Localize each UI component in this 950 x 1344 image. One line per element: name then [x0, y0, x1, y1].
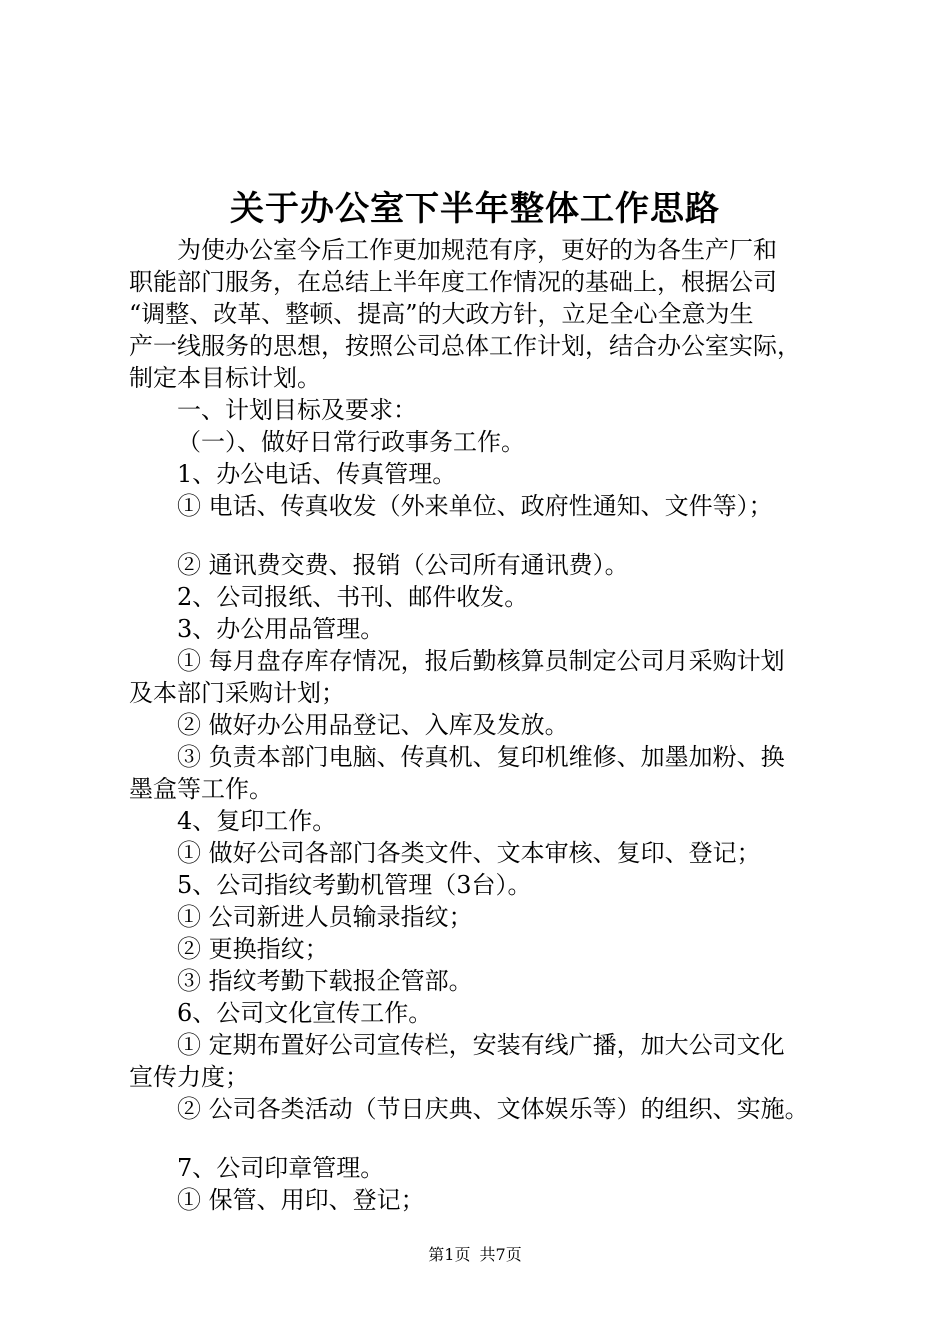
- document-body: [129, 234, 849, 1216]
- section-heading: 一、计划目标及要求：: [177, 396, 417, 424]
- intro-line-2: 职能部门服务，在总结上半年度工作情况的基础上，根据公司: [129, 268, 777, 296]
- list-subitem-3b: ② 做好办公用品登记、入库及发放。: [177, 711, 569, 739]
- intro-line-1: 为使办公室今后工作更加规范有序，更好的为各生产厂和: [177, 236, 777, 264]
- subsection-heading: （一）、做好日常行政事务工作。: [177, 428, 525, 456]
- list-item-3: 3、办公用品管理。: [177, 615, 385, 643]
- intro-line-3: “调整、改革、整顿、提高”的大政方针，立足全心全意为生: [129, 300, 754, 328]
- page-number: 第1页: [428, 1245, 471, 1264]
- list-subitem-6a-cont: 宣传力度；: [129, 1063, 249, 1091]
- list-item-1: 1、办公电话、传真管理。: [177, 460, 457, 488]
- list-subitem-3c: ③ 负责本部门电脑、传真机、复印机维修、加墨加粉、换: [177, 743, 785, 771]
- list-subitem-6b: ② 公司各类活动（节日庆典、文体娱乐等）的组织、实施。: [177, 1095, 809, 1123]
- list-subitem-5a: ① 公司新进人员输录指纹；: [177, 903, 473, 931]
- list-subitem-5b: ② 更换指纹；: [177, 935, 329, 963]
- list-subitem-3c-cont: 墨盒等工作。: [129, 775, 273, 803]
- blank-line: [129, 1125, 849, 1152]
- list-item-5: 5、公司指纹考勤机管理（3台）。: [177, 871, 532, 899]
- list-subitem-6a: ① 定期布置好公司宣传栏，安装有线广播，加大公司文化: [177, 1031, 785, 1059]
- page-footer: [0, 1244, 950, 1266]
- intro-line-5: 制定本目标计划。: [129, 364, 321, 392]
- blank-line: [129, 522, 849, 549]
- list-subitem-5c: ③ 指纹考勤下载报企管部。: [177, 967, 473, 995]
- list-item-6: 6、公司文化宣传工作。: [177, 999, 433, 1027]
- list-item-4: 4、复印工作。: [177, 807, 337, 835]
- list-subitem-3a-cont: 及本部门采购计划；: [129, 679, 345, 707]
- list-subitem-1b: ② 通讯费交费、报销（公司所有通讯费）。: [177, 551, 629, 579]
- list-item-7: 7、公司印章管理。: [177, 1154, 385, 1182]
- list-subitem-1a: ① 电话、传真收发（外来单位、政府性通知、文件等）；: [177, 492, 773, 520]
- intro-line-4: 产一线服务的思想，按照公司总体工作计划，结合办公室实际，: [129, 332, 801, 360]
- list-subitem-3a: ① 每月盘存库存情况，报后勤核算员制定公司月采购计划: [177, 647, 785, 675]
- document-title: 关于办公室下半年整体工作思路: [230, 189, 720, 229]
- page-total: 共7页: [479, 1245, 522, 1264]
- list-subitem-7a: ① 保管、用印、登记；: [177, 1186, 425, 1214]
- list-subitem-4a: ① 做好公司各部门各类文件、文本审核、复印、登记；: [177, 839, 761, 867]
- list-item-2: 2、公司报纸、书刊、邮件收发。: [177, 583, 529, 611]
